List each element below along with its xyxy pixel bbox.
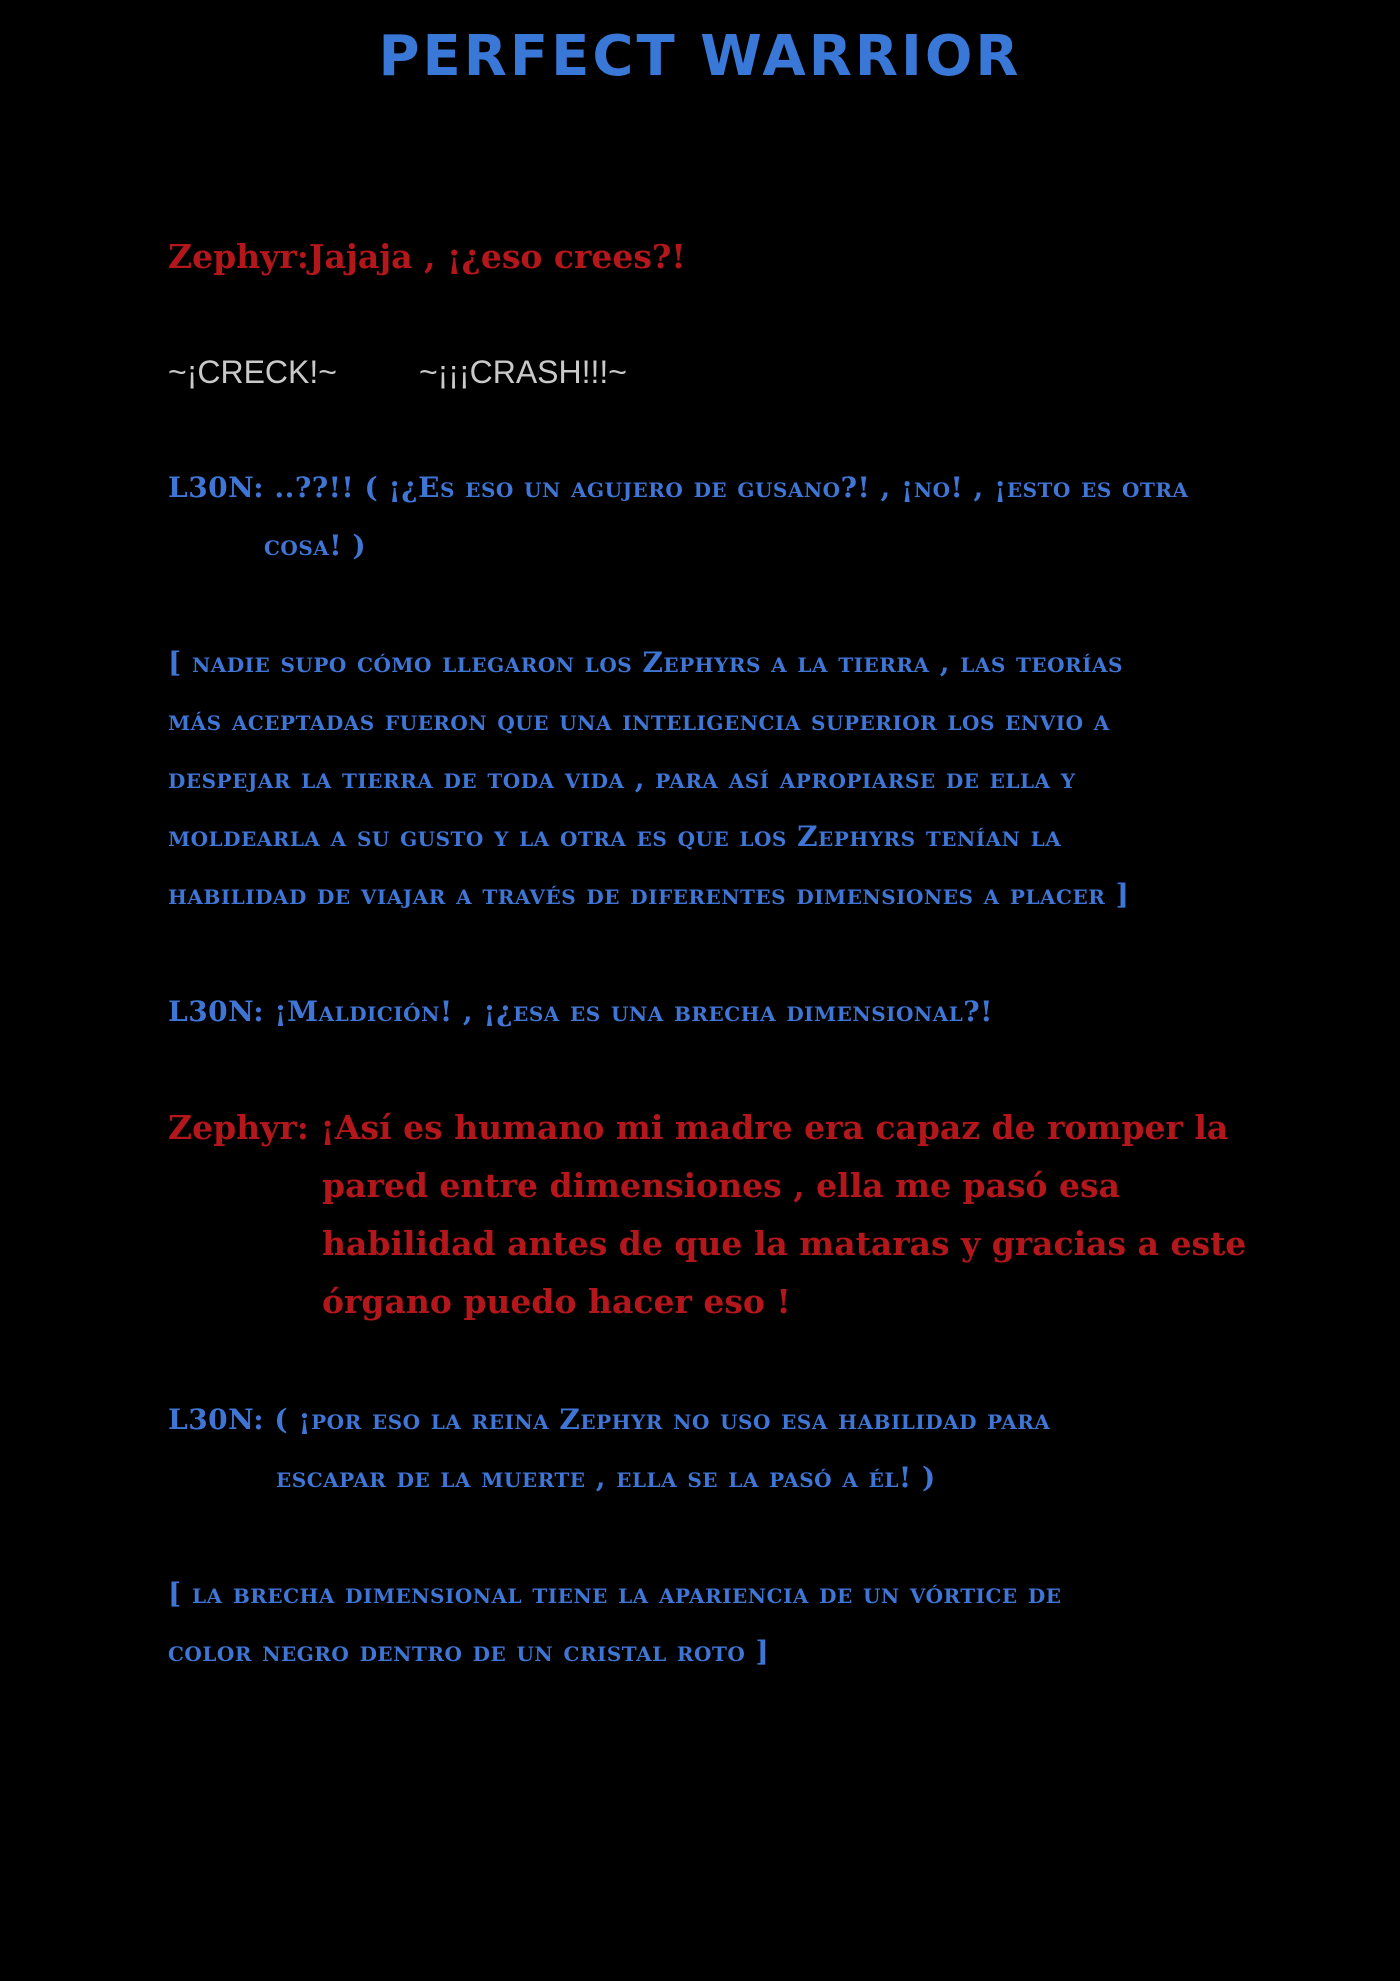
l30n-line-3 — [168, 1391, 1050, 1507]
l30n-line-3-row-1: L30N: ( ¡por eso la reina Zephyr no uso esa habilidad para — [168, 1403, 1051, 1436]
l30n-line-3-row-2: escapar de la muerte , ella se la pasó a él! ) — [276, 1461, 936, 1494]
zephyr-line-2-row-1: Zephyr: ¡Así es humano mi madre era capaz de romper la — [168, 1108, 1229, 1147]
zephyr-line-1 — [168, 228, 686, 286]
narration-1-row-5: habilidad de viajar a través de diferentes dimensiones a placer ] — [168, 878, 1130, 911]
narration-2-row-2: color negro dentro de un cristal roto ] — [168, 1635, 770, 1668]
zephyr-line-2-row-2: pared entre dimensiones , ella me pasó esa — [322, 1166, 1121, 1205]
page-title: PERFECT WARRIOR — [378, 24, 1022, 89]
sfx-crash: ~¡¡¡CRASH!!!~ — [418, 354, 627, 390]
zephyr-line-2 — [168, 1099, 1246, 1331]
l30n-line-1-row-2: cosa! ) — [264, 529, 367, 562]
zephyr-line-2-row-4: órgano puedo hacer eso ! — [322, 1282, 791, 1321]
sound-effects — [168, 352, 627, 392]
zephyr-line-1-text: Zephyr:Jajaja , ¡¿eso crees?! — [168, 237, 686, 276]
sfx-creck: ~¡CRECK!~ — [168, 354, 337, 390]
l30n-line-2-text: L30N: ¡Maldición! , ¡¿esa es una brecha dimensional?! — [168, 995, 993, 1028]
narration-1-row-2: más aceptadas fueron que una inteligencia superior los envio a — [168, 704, 1110, 737]
zephyr-line-2-row-3: habilidad antes de que la mataras y gracias a este — [322, 1224, 1247, 1263]
narration-1-row-1: [ nadie supo cómo llegaron los Zephyrs a la tierra , las teorías — [168, 646, 1123, 679]
narration-2 — [168, 1565, 1062, 1681]
narration-2-row-1: [ la brecha dimensional tiene la apariencia de un vórtice de — [168, 1577, 1062, 1610]
l30n-line-2 — [168, 983, 993, 1041]
l30n-line-1 — [168, 459, 1188, 575]
narration-1-row-3: despejar la tierra de toda vida , para así apropiarse de ella y — [168, 762, 1076, 795]
narration-1 — [168, 634, 1129, 924]
l30n-line-1-row-1: L30N: ..??!! ( ¡¿Es eso un agujero de gusano?! , ¡no! , ¡esto es otra — [168, 471, 1189, 504]
narration-1-row-4: moldearla a su gusto y la otra es que los Zephyrs tenían la — [168, 820, 1062, 853]
